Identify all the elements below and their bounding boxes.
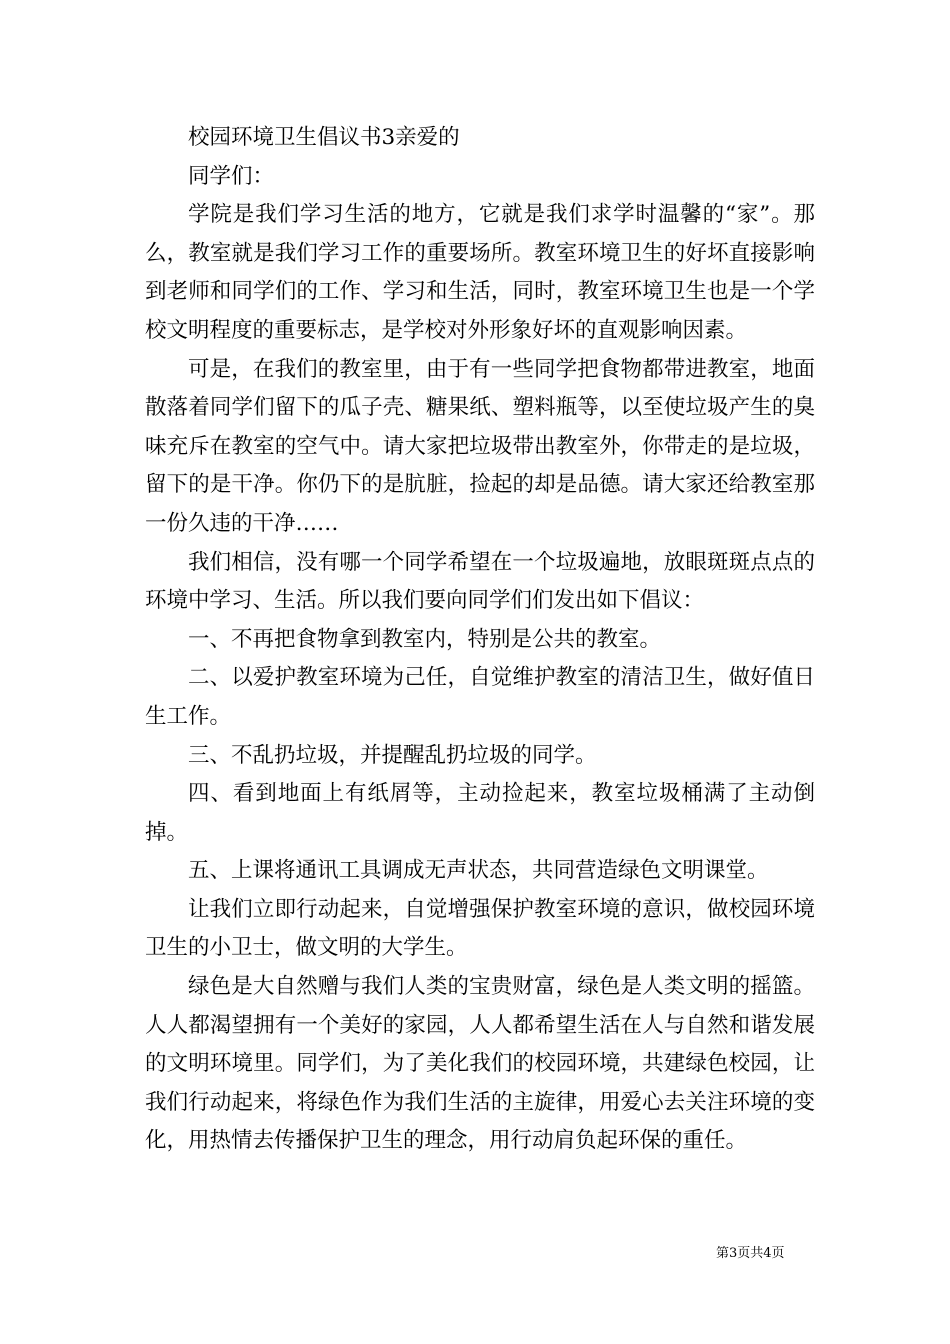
- salutation: 同学们：: [188, 163, 275, 189]
- body-paragraph: 绿色是大自然赠与我们人类的宝贵财富，绿色是人类文明的摇篮。人人都渴望拥有一个美好的家园，人人都希望生活在人与自然和谐发展的文明环境里。同学们，为了美化我们的校园环境，共建绿色校园，让我们行动起来，将绿色作为我们生活的主旋律，用爱心去关注环境的变化，用热情去传播保护卫生的理念，用行动肩负起环保的重任。: [145, 974, 815, 1154]
- proposal-item: 二、以爱护教室环境为己任，自觉维护教室的清洁卫生，做好值日生工作。: [145, 665, 815, 729]
- document-title-line: 校园环境卫生倡议书3亲爱的: [188, 125, 460, 150]
- proposal-item: 四、看到地面上有纸屑等，主动捡起来，教室垃圾桶满了主动倒掉。: [145, 781, 815, 845]
- proposal-item: 三、不乱扔垃圾，并提醒乱扔垃圾的同学。: [188, 742, 597, 768]
- page-number: 第3页共4页: [716, 1246, 785, 1261]
- proposal-item: 一、不再把食物拿到教室内，特别是公共的教室。: [188, 626, 662, 652]
- proposal-item: 五、上课将通讯工具调成无声状态，共同营造绿色文明课堂。: [188, 858, 769, 884]
- document-body: [145, 119, 815, 1161]
- body-paragraph: 让我们立即行动起来，自觉增强保护教室环境的意识，做校园环境卫生的小卫士，做文明的大学生。: [145, 896, 815, 961]
- body-paragraph: 可是，在我们的教室里，由于有一些同学把食物都带进教室，地面散落着同学们留下的瓜子壳、糖果纸、塑料瓶等，以至使垃圾产生的臭味充斥在教室的空气中。请大家把垃圾带出教室外，你带走的是垃圾，留下的是干净。你仍下的是肮脏，捡起的却是品德。请大家还给教室那一份久违的干净……: [145, 356, 815, 536]
- body-paragraph: 我们相信，没有哪一个同学希望在一个垃圾遍地，放眼斑斑点点的环境中学习、生活。所以我们要向同学们们发出如下倡议：: [145, 549, 815, 614]
- body-paragraph: 学院是我们学习生活的地方，它就是我们求学时温馨的“家”。那么，教室就是我们学习工作的重要场所。教室环境卫生的好坏直接影响到老师和同学们的工作、学习和生活，同时，教室环境卫生也是一个学校文明程度的重要标志，是学校对外形象好坏的直观影响因素。: [145, 202, 815, 343]
